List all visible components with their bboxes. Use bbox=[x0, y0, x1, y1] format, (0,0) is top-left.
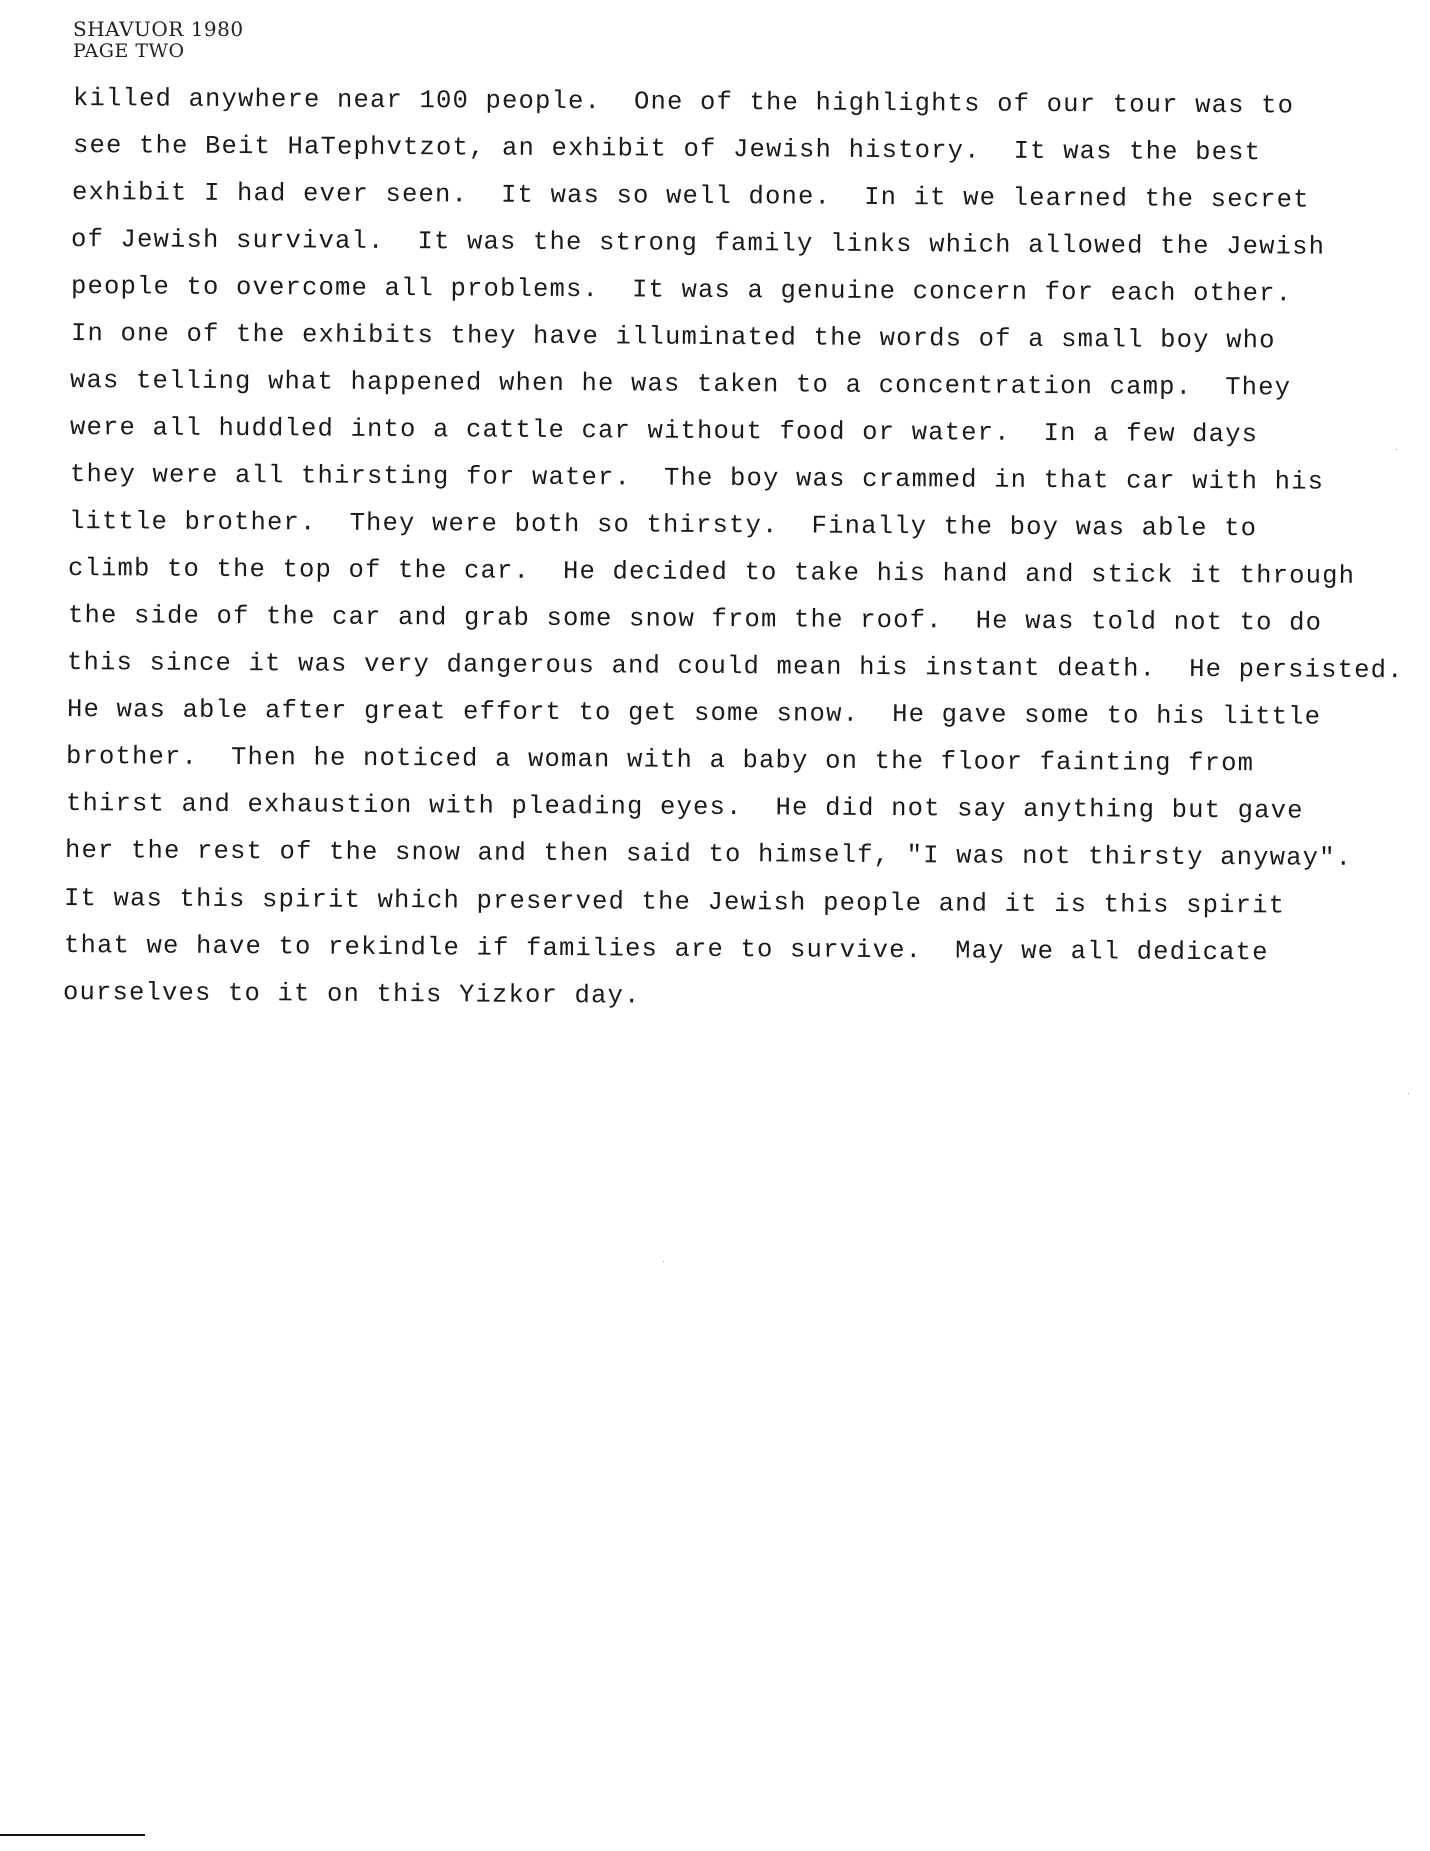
text-line: was telling what happened when he was taken to a concentration camp. They bbox=[69, 366, 1292, 403]
text-line: climb to the top of the car. He decided to take his hand and stick it through bbox=[67, 554, 1356, 591]
text-line: see the Beit HaTephvtzot, an exhibit of Jewish history. It was the best bbox=[72, 131, 1262, 168]
text-line: little brother. They were both so thirsty. Finally the boy was able to bbox=[68, 507, 1258, 544]
text-line: they were all thirsting for water. The boy was crammed in that car with his bbox=[69, 460, 1325, 497]
text-line: ourselves to it on this Yizkor day. bbox=[62, 978, 641, 1011]
text-line: It was this spirit which preserved the Jewish people and it is this spirit bbox=[63, 884, 1286, 921]
text-line: In one of the exhibits they have illuminated the words of a small boy who bbox=[70, 319, 1276, 356]
page-number-label: PAGE TWO bbox=[73, 40, 185, 62]
document-title: SHAVUOR 1980 bbox=[73, 17, 244, 41]
scan-speck bbox=[663, 1261, 664, 1262]
text-line: this since it was very dangerous and could mean his instant death. He persisted. bbox=[66, 648, 1404, 686]
scan-speck bbox=[1396, 449, 1397, 450]
text-line: exhibit I had ever seen. It was so well done. In it we learned the secret bbox=[71, 178, 1310, 215]
scan-speck bbox=[1408, 1093, 1409, 1094]
text-line: thirst and exhaustion with pleading eyes. He did not say anything but gave bbox=[65, 789, 1304, 826]
text-line: He was able after great effort to get some snow. He gave some to his little bbox=[66, 695, 1322, 732]
text-line: of Jewish survival. It was the strong family links which allowed the Jewish bbox=[70, 225, 1326, 262]
text-line: the side of the car and grab some snow from the roof. He was told not to do bbox=[67, 601, 1323, 638]
text-line: people to overcome all problems. It was a genuine concern for each other. bbox=[70, 272, 1293, 309]
footnote-rule bbox=[0, 1834, 145, 1836]
text-line: her the rest of the snow and then said to himself, "I was not thirsty anyway". bbox=[64, 836, 1353, 873]
text-line: brother. Then he noticed a woman with a baby on the floor fainting from bbox=[65, 742, 1255, 779]
page-header bbox=[73, 18, 244, 62]
text-line: that we have to rekindle if families are to survive. May we all dedicate bbox=[63, 931, 1269, 968]
text-line: killed anywhere near 100 people. One of the highlights of our tour was to bbox=[72, 84, 1295, 121]
text-line: were all huddled into a cattle car without food or water. In a few days bbox=[69, 413, 1259, 450]
